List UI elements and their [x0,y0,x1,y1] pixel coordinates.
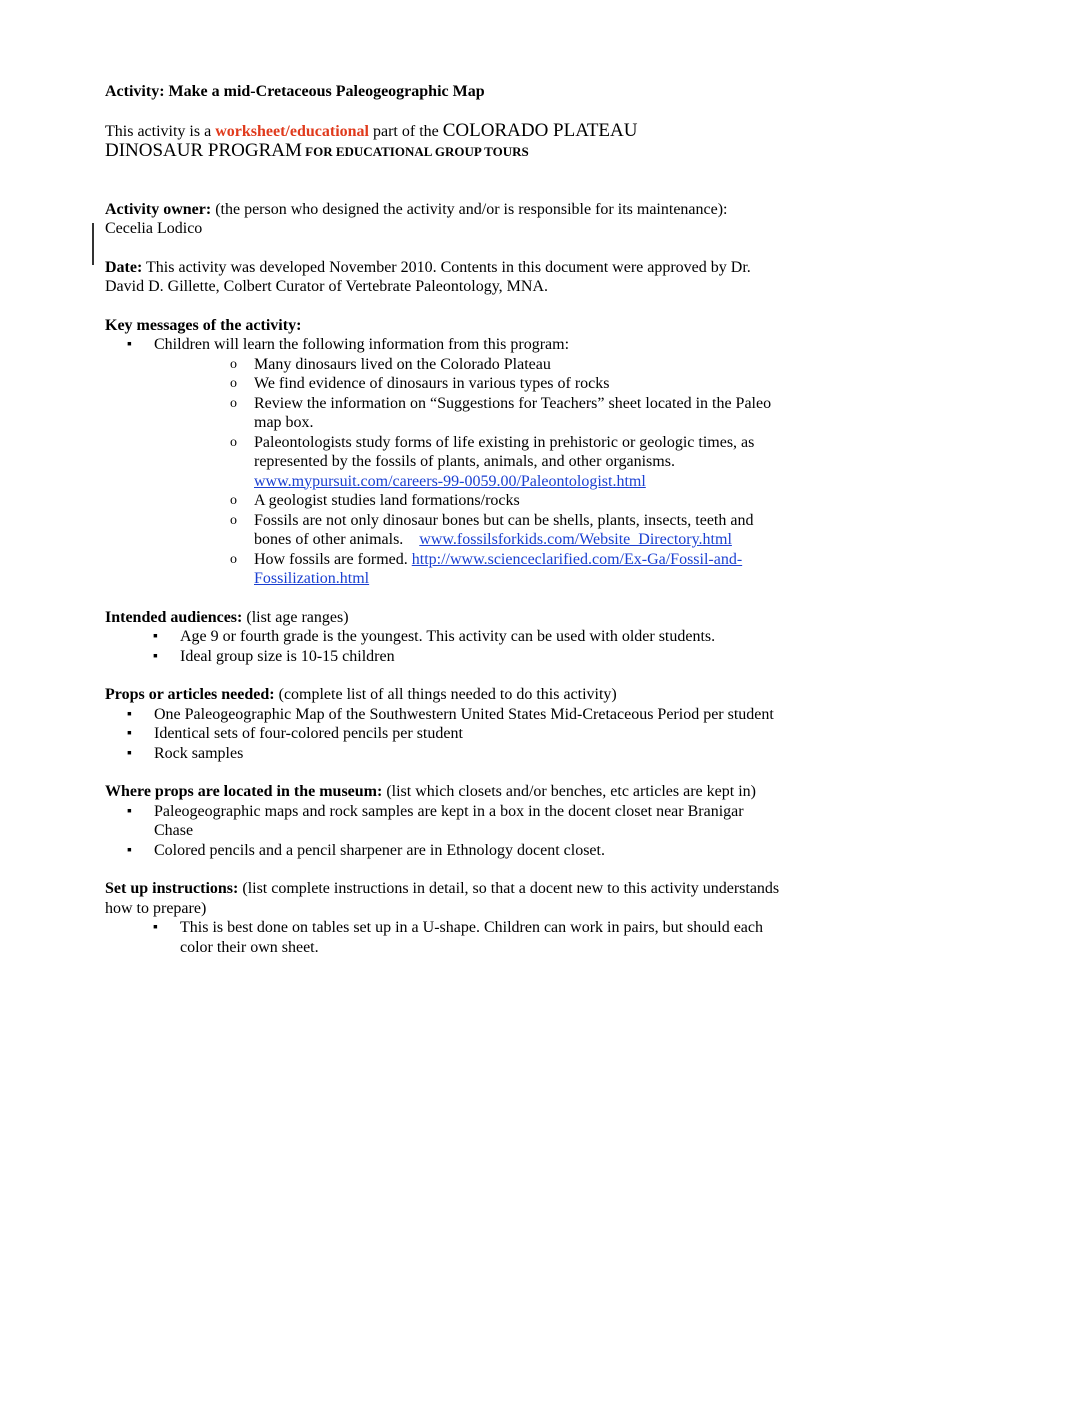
list-item-text: How fossils are formed. [254,550,412,568]
owner-label: Activity owner: [105,200,212,218]
program-name-line1: COLORADO PLATEAU [442,119,638,141]
date-label: Date: [105,258,143,276]
audiences-desc: (list age ranges) [242,608,349,626]
list-item: o Review the information on “Suggestions for Teachers” sheet located in the Paleo map box. [154,394,785,433]
list-item [154,511,785,550]
list-item: ▪ One Paleogeographic Map of the Southwestern United States Mid-Cretaceous Period per student [105,705,785,725]
list-item: ▪ Age 9 or fourth grade is the youngest. This activity can be used with older students. [105,627,785,647]
owner-name: Cecelia Lodico [105,220,203,237]
paleontologist-link[interactable]: www.mypursuit.com/careers-99-0059.00/Paleontologist.html [254,472,646,490]
list-item: o A geologist studies land formations/rocks [154,491,785,511]
key-messages-bullet: Children will learn the following information from this program: [154,336,570,353]
props-list [105,705,785,764]
intro-paragraph [105,121,785,162]
owner-section [105,200,785,239]
props-heading [105,685,785,705]
audiences-heading [105,608,785,628]
props-label: Props or articles needed: [105,686,275,703]
intro-prefix: This activity is a [105,122,216,140]
props-location-heading [105,782,785,802]
list-item: ▪ Rock samples [105,744,785,764]
key-messages-list [105,335,785,589]
date-section [105,258,785,297]
setup-heading [105,879,785,918]
list-item: o We find evidence of dinosaurs in various types of rocks [154,374,785,394]
list-item: ▪ Paleogeographic maps and rock samples are kept in a box in the docent closet near Branigar Chase [105,802,785,841]
list-item: ▪ This is best done on tables set up in a U-shape. Children can work in pairs, but should each color their own sheet. [105,918,785,957]
props-location-desc: (list which closets and/or benches, etc articles are kept in) [382,783,756,800]
setup-desc: (list complete instructions in detail, so that a docent new to this activity understands how to prepare) [105,880,780,917]
setup-list [105,918,785,957]
page-title: Activity: Make a mid-Cretaceous Paleogeographic Map [105,83,485,100]
list-item: ▪ Colored pencils and a pencil sharpener are in Ethnology docent closet. [105,841,785,861]
props-location-label: Where props are located in the museum: [105,783,383,800]
audiences-label: Intended audiences: [105,608,243,626]
intro-highlight: worksheet/educational [215,122,369,140]
document-body [105,82,785,957]
list-item: ▪ Identical sets of four-colored pencils per student [105,724,785,744]
props-location-list [105,802,785,861]
program-name-line2: DINOSAUR PROGRAM [105,140,302,161]
list-item-text: Fossils are not only dinosaur bones but can be shells, plants, insects, teeth and bones of other animals. [254,511,754,548]
key-messages-label: Key messages of the activity: [105,316,302,334]
setup-label: Set up instructions: [105,880,239,897]
list-item [154,433,785,492]
props-desc: (complete list of all things needed to do this activity) [274,686,617,703]
text-cursor [92,223,94,265]
intro-middle: part of the [368,122,443,140]
fossilsforkids-link[interactable]: www.fossilsforkids.com/Website_Directory.html [419,531,732,548]
list-item: o Many dinosaurs lived on the Colorado Plateau [154,355,785,375]
list-item [105,335,785,589]
list-item [154,550,785,589]
audiences-list [105,627,785,666]
program-suffix: FOR EDUCATIONAL GROUP TOURS [301,144,529,159]
key-messages-sublist [154,355,785,589]
key-messages-heading [105,316,785,336]
date-text: This activity was developed November 2010. Contents in this document were approved by Dr. David D. Gillette, Colbert Curator of Vertebrate Paleontology, MNA. [105,258,751,295]
owner-desc: (the person who designed the activity and/or is responsible for its maintenance): [211,200,728,218]
list-item: ▪ Ideal group size is 10-15 children [105,647,785,667]
scienceclarified-link[interactable]: http://www.scienceclarified.com/Ex-Ga/Fossil-and-Fossilization.html [254,550,743,587]
list-item-text: Paleontologists study forms of life existing in prehistoric or geologic times, as represented by the fossils of plants, animals, and other organisms. [254,433,755,470]
